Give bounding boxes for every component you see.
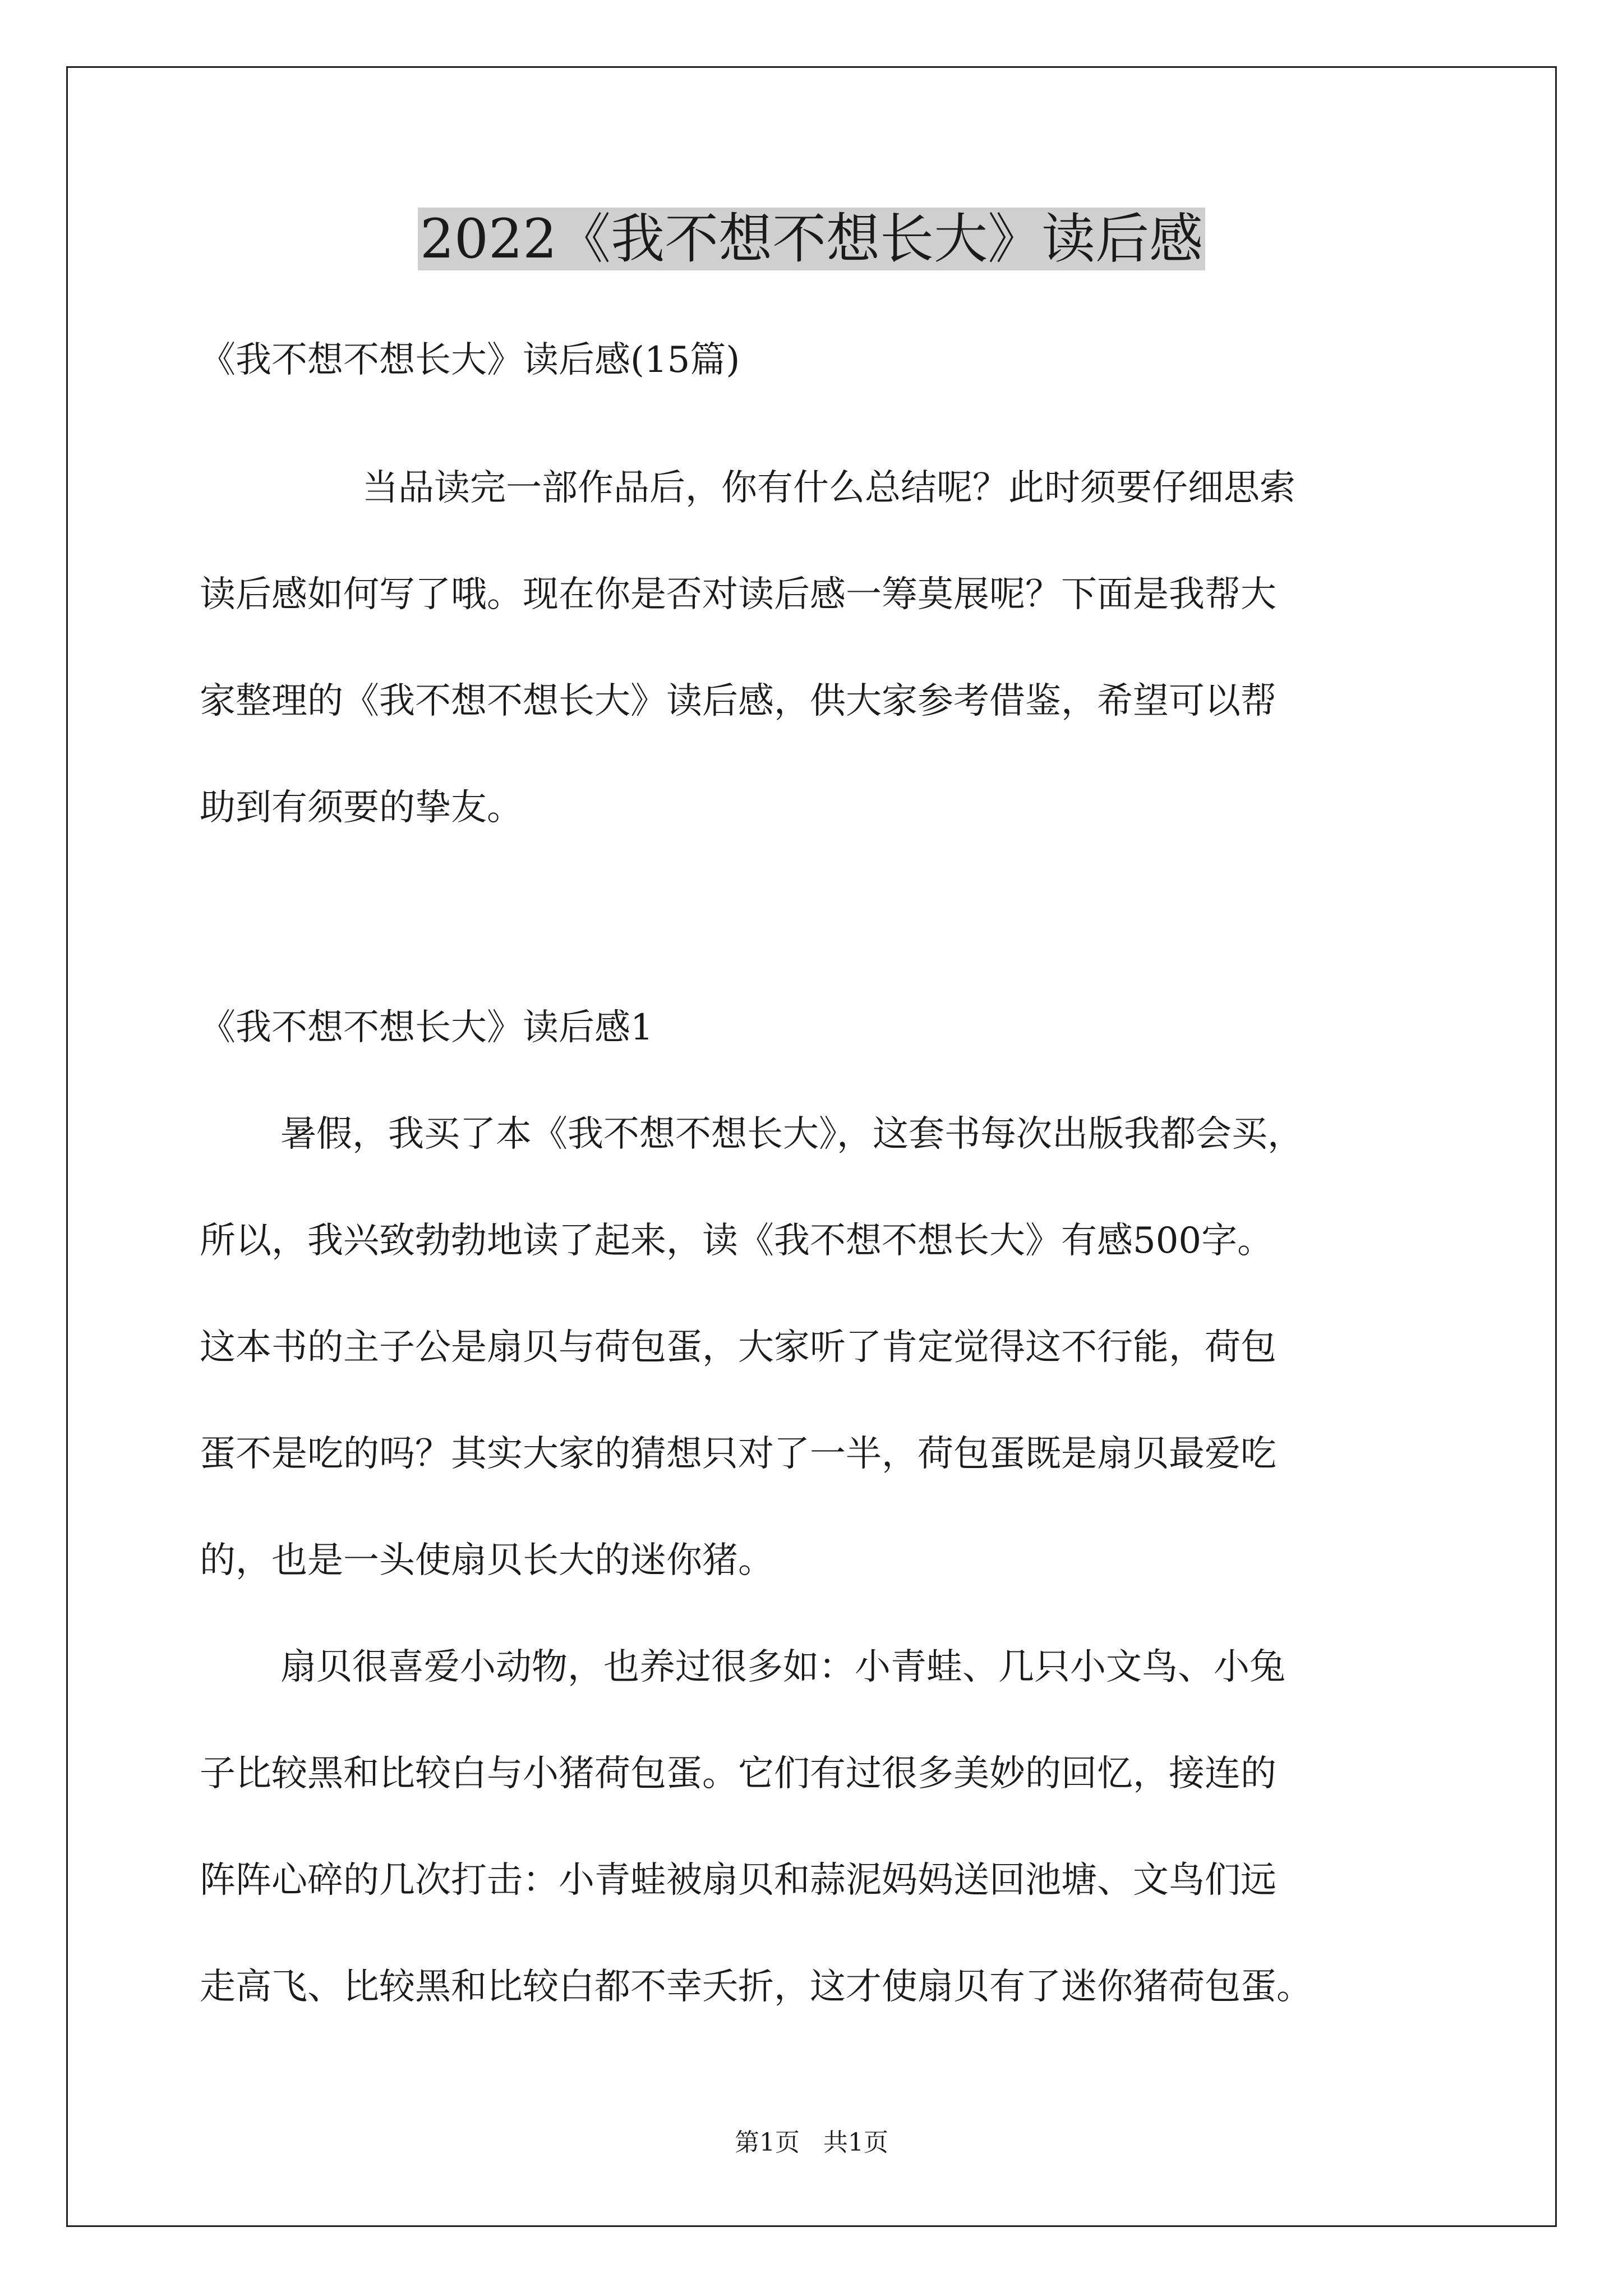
paragraph-line: 的，也是一头使扇贝长大的迷你猪。	[200, 1540, 774, 1581]
subtitle: 《我不想不想长大》读后感(15篇)	[200, 339, 740, 381]
paragraph-line: 扇贝很喜爱小动物，也养过很多如：小青蛙、几只小文鸟、小兔	[280, 1646, 1285, 1688]
page-number-footer: 第1页 共1页	[735, 2128, 888, 2157]
intro-line: 读后感如何写了哦。现在你是否对读后感一筹莫展呢？下面是我帮大	[200, 574, 1276, 615]
document-title-text: 2022《我不想不想长大》读后感	[418, 208, 1205, 270]
paragraph-line: 暑假，我买了本《我不想不想长大》，这套书每次出版我都会买，	[280, 1114, 1303, 1155]
paragraph-line: 这本书的主子公是扇贝与荷包蛋，大家听了肯定觉得这不行能，荷包	[200, 1327, 1276, 1368]
intro-line: 助到有须要的挚友。	[200, 787, 523, 829]
intro-line: 当品读完一部作品后，你有什么总结呢？此时须要仔细思索	[362, 467, 1295, 509]
paragraph-line: 走高飞、比较黑和比较白都不幸夭折，这才使扇贝有了迷你猪荷包蛋。	[200, 1966, 1312, 2008]
document-title	[0, 200, 1623, 278]
paragraph-line: 蛋不是吃的吗？其实大家的猜想只对了一半，荷包蛋既是扇贝最爱吃	[200, 1433, 1276, 1475]
intro-line: 家整理的《我不想不想长大》读后感，供大家参考借鉴，希望可以帮	[200, 680, 1276, 722]
section-heading: 《我不想不想长大》读后感1	[200, 1007, 653, 1048]
paragraph-line: 所以，我兴致勃勃地读了起来，读《我不想不想长大》有感500字。	[200, 1220, 1274, 1262]
paragraph-line: 阵阵心碎的几次打击：小青蛙被扇贝和蒜泥妈妈送回池塘、文鸟们远	[200, 1860, 1276, 1901]
paragraph-line: 子比较黑和比较白与小猪荷包蛋。它们有过很多美妙的回忆，接连的	[200, 1753, 1276, 1795]
